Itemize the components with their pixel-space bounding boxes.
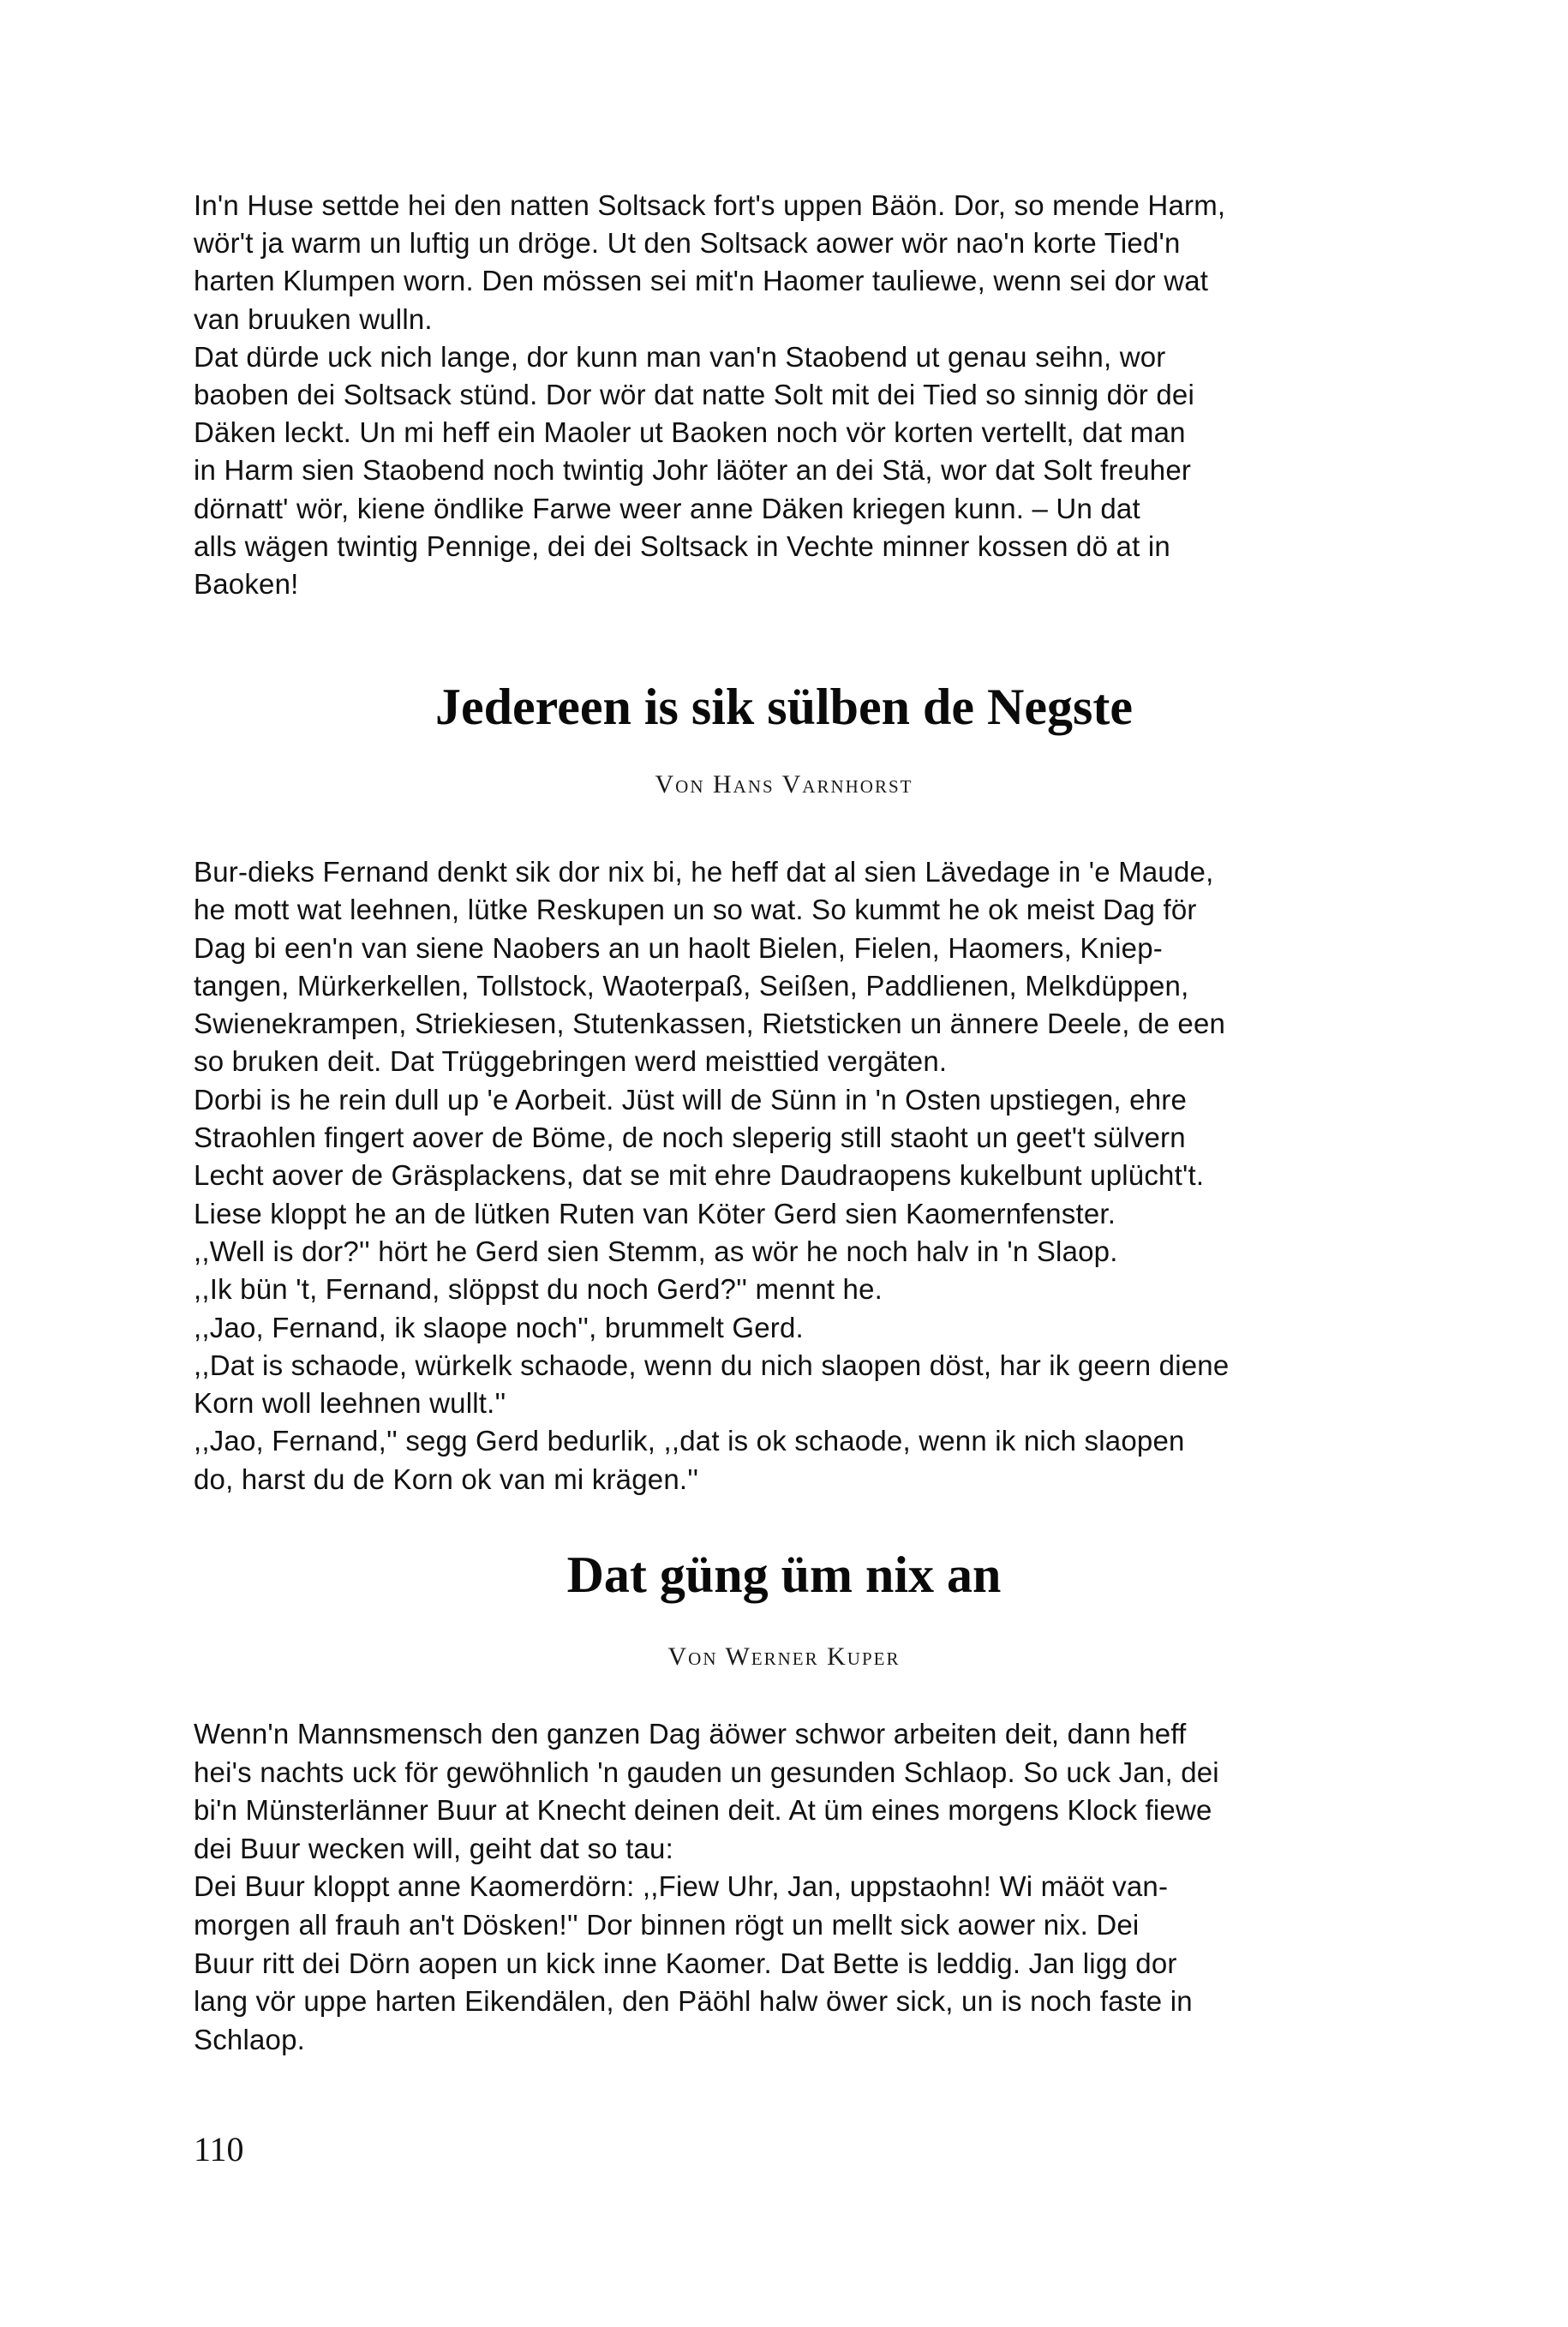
text-line: so bruken deit. Dat Trüggebringen werd meisttied vergäten.: [194, 1045, 948, 1078]
text-line: morgen all frauh an't Dösken!'' Dor binnen rögt un mellt sick aower nix. Dei: [194, 1908, 1140, 1941]
story-1-title: Jedereen is sik sülben de Negste: [435, 679, 1133, 735]
text-line: Lecht aover de Gräsplackens, dat se mit ehre Daudraopens kukelbunt uplücht't.: [194, 1159, 1205, 1192]
story-2-title: Dat güng üm nix an: [566, 1546, 1002, 1603]
text-line: alls wägen twintig Pennige, dei dei Soltsack in Vechte minner kossen dö at in: [194, 529, 1170, 562]
text-line: he mott wat leehnen, lütke Reskupen un so wat. So kummt he ok meist Dag för: [194, 894, 1197, 926]
text-line: ,,Well is dor?'' hört he Gerd sien Stemm, as wör he noch halv in 'n Slaop.: [194, 1235, 1118, 1267]
text-line: Swienekrampen, Striekiesen, Stutenkassen, Rietsticken un ännere Deele, de een: [194, 1008, 1226, 1040]
text-line: ,,Jao, Fernand, ik slaope noch'', brummelt Gerd.: [194, 1311, 804, 1343]
text-line: Dorbi is he rein dull up 'e Aorbeit. Jüst will de Sünn in 'n Osten upstiegen, ehre: [194, 1083, 1187, 1116]
text-line: Dag bi een'n van siene Naobers an un haolt Bielen, Fielen, Haomers, Kniep-: [194, 931, 1163, 964]
text-line: Dat dürde uck nich lange, dor kunn man van'n Staobend ut genau seihn, wor: [194, 340, 1166, 373]
story-1-byline: Von Hans Varnhorst: [655, 770, 913, 799]
text-line: In'n Huse settde hei den natten Soltsack fort's uppen Bäön. Dor, so mende Harm,: [194, 189, 1226, 221]
text-line: Baoken!: [194, 568, 299, 601]
text-line: wör't ja warm un luftig un dröge. Ut den Soltsack aower wör nao'n korte Tied'n: [194, 227, 1181, 260]
text-line: ,,Jao, Fernand,'' segg Gerd bedurlik, ,,dat is ok schaode, wenn ik nich slaopen: [194, 1425, 1185, 1457]
section-1-text: [194, 187, 1385, 603]
story-2-byline: Von Werner Kuper: [667, 1642, 901, 1671]
text-line: ,,Ik bün 't, Fernand, slöppst du noch Gerd?'' mennt he.: [194, 1273, 883, 1306]
text-line: Wenn'n Mannsmensch den ganzen Dag äöwer schwor arbeiten deit, dann heff: [194, 1718, 1187, 1750]
text-line: dei Buur wecken will, geiht dat so tau:: [194, 1832, 673, 1864]
text-line: Schlaop.: [194, 2023, 306, 2055]
text-line: Korn woll leehnen wullt.'': [194, 1387, 506, 1420]
text-line: van bruuken wulln.: [194, 302, 433, 335]
text-line: bi'n Münsterlänner Buur at Knecht deinen deit. At üm eines morgens Klock fiewe: [194, 1794, 1212, 1827]
text-line: lang vör uppe harten Eikendälen, den Päöhl halw öwer sick, un is noch faste in: [194, 1985, 1193, 2018]
text-line: baoben dei Soltsack stünd. Dor wör dat natte Solt mit dei Tied so sinnig dör dei: [194, 379, 1194, 411]
text-line: dörnatt' wör, kiene öndlike Farwe weer anne Däken kriegen kunn. – Un dat: [194, 492, 1140, 524]
story-2-text: [194, 1715, 1385, 2059]
text-line: tangen, Mürkerkellen, Tollstock, Waoterpaß, Seißen, Paddlienen, Melkdüppen,: [194, 969, 1189, 1002]
text-line: Buur ritt dei Dörn aopen un kick inne Kaomer. Dat Bette is leddig. Jan ligg dor: [194, 1947, 1177, 1979]
text-line: do, harst du de Korn ok van mi krägen.'': [194, 1463, 699, 1495]
page-number: 110: [194, 2130, 244, 2168]
text-line: Straohlen fingert aover de Böme, de noch sleperig still staoht un geet't sülvern: [194, 1122, 1186, 1154]
text-line: Bur-dieks Fernand denkt sik dor nix bi, he heff dat al sien Lävedage in 'e Maude,: [194, 856, 1214, 888]
story-1-text: [194, 853, 1385, 1498]
text-line: hei's nachts uck för gewöhnlich 'n gauden un gesunden Schlaop. So uck Jan, dei: [194, 1756, 1219, 1788]
text-line: Liese kloppt he an de lütken Ruten van Köter Gerd sien Kaomernfenster.: [194, 1197, 1116, 1229]
text-line: in Harm sien Staobend noch twintig Johr läöter an dei Stä, wor dat Solt freuher: [194, 454, 1192, 487]
text-line: Däken leckt. Un mi heff ein Maoler ut Baoken noch vör korten vertellt, dat man: [194, 416, 1186, 449]
text-line: ,,Dat is schaode, würkelk schaode, wenn du nich slaopen döst, har ik geern diene: [194, 1349, 1230, 1381]
text-line: harten Klumpen worn. Den mössen sei mit'n Haomer tauliewe, wenn sei dor wat: [194, 265, 1209, 297]
text-line: Dei Buur kloppt anne Kaomerdörn: ,,Fiew Uhr, Jan, uppstaohn! Wi mäöt van-: [194, 1870, 1169, 1903]
